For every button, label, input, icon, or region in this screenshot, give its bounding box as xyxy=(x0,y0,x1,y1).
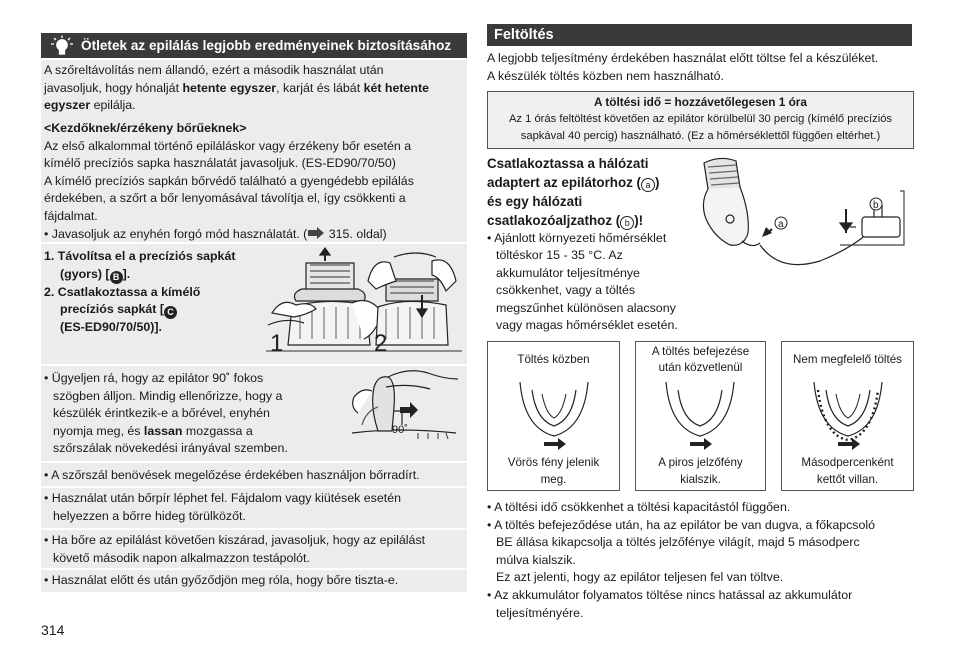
tips-section-header xyxy=(41,33,467,58)
light-on-icon xyxy=(516,380,592,450)
text-line: • Ha bőre az epilálást követően kiszárad, javasoljuk, hogy az epilálást xyxy=(44,533,426,547)
text-run: mozgassa a xyxy=(182,423,253,438)
text-line: érdekében, a szőrt a bőr lenyomásával távolítja el, így csökkenti a xyxy=(44,191,406,206)
note-bullet: • A töltés befejeződése után, ha az epilátor be van dugva, a főkapcsoló xyxy=(487,517,876,532)
text-line xyxy=(44,423,344,441)
divider xyxy=(41,568,467,570)
step-1: 1. Távolítsa el a precíziós sapkát xyxy=(44,249,236,263)
plug-arrow xyxy=(762,227,772,237)
tips-title: Ötletek az epilálás legjobb eredményeinek biztosításához xyxy=(81,38,452,53)
text-line: akkumulátor teljesítménye xyxy=(496,265,640,280)
text-line: Az 1 órás feltöltést követően az epilátor körülbelül 30 percig (kímélő precíziós xyxy=(508,113,893,125)
note-bullet: • A töltési idő csökkenhet a töltési kapacitástól függően. xyxy=(487,500,791,514)
text-run: ) xyxy=(655,175,660,190)
angle-label: 90˚ xyxy=(392,424,408,436)
charging-title: Feltöltés xyxy=(494,27,554,43)
charging-illustration xyxy=(690,153,912,293)
text-line xyxy=(487,211,687,230)
text-line xyxy=(44,266,264,284)
temperature-note xyxy=(487,230,699,334)
panel-bottom-label: Vörös fény jelenik xyxy=(507,456,600,469)
panel-top-label: Nem megfelelő töltés xyxy=(793,353,902,366)
text-run: 315. oldal) xyxy=(325,226,387,241)
text-line: szögben álljon. Mindig ellenőrizze, hogy a xyxy=(53,388,283,403)
angle-illustration xyxy=(348,367,460,445)
text-line: (ES-ED90/70/50)]. xyxy=(60,320,162,334)
panel-bottom-label: kettőt villan. xyxy=(816,473,879,486)
page-number: 314 xyxy=(41,622,65,638)
emphasis: lassan xyxy=(143,423,183,438)
divider xyxy=(41,364,467,366)
charging-time-box xyxy=(487,91,914,149)
light-blinking-icon xyxy=(810,380,886,450)
panel-charging xyxy=(487,341,620,491)
panel-bottom-label: meg. xyxy=(540,473,567,486)
text-line: készülék érintkezik-e a bőrével, enyhén xyxy=(53,406,270,421)
text-line: A legjobb teljesítmény érdekében használat előtt töltse fel a készüléket. xyxy=(487,51,879,65)
text-line: A készülék töltés közben nem használható. xyxy=(487,68,724,83)
text-run: ]. xyxy=(122,266,131,281)
text-line xyxy=(44,226,462,244)
text-line: vagy magas hőmérséklet esetén. xyxy=(496,318,678,333)
text-run: epilálja. xyxy=(90,98,136,113)
text-line: kímélő precíziós sapka használatát javasoljuk. (ES-ED90/70/50) xyxy=(44,156,396,171)
divider xyxy=(41,486,467,488)
figure-number-2: 2 xyxy=(374,330,388,357)
marker-a: a xyxy=(778,219,784,230)
text-line: A kímélő precíziós sapkán bőrvédő található a gyengédebb epilálás xyxy=(44,173,414,188)
text-run: • Javasoljuk az enyhén forgó mód használatát. ( xyxy=(44,226,308,241)
light-off-icon xyxy=(662,380,738,450)
emphasis: egyszer xyxy=(44,98,91,113)
divider xyxy=(41,528,467,530)
arrow-right-icon xyxy=(307,227,325,239)
text-run: (gyors) [ xyxy=(60,266,110,281)
frequency-paragraph xyxy=(44,62,462,115)
text-line xyxy=(44,80,462,98)
marker-b: b xyxy=(873,200,879,211)
panel-bottom-label: kialszik. xyxy=(680,473,721,486)
part-b-badge: B xyxy=(110,271,123,284)
charging-time-title: A töltési idő = hozzávetőlegesen 1 óra xyxy=(594,95,807,109)
text-line: sapkával 40 percig) használható. (Ez a hőmérséklettől függően eltérhet.) xyxy=(520,130,881,142)
divider xyxy=(41,461,467,463)
text-line: helyezzen a bőrre hideg törülközőt. xyxy=(53,508,246,523)
text-line: Ez azt jelenti, hogy az epilátor teljesen fel van töltve. xyxy=(496,570,784,585)
panel-top-label: A töltés befejezése xyxy=(651,345,750,358)
text-run: , karját és lábát xyxy=(276,80,364,95)
text-line: követő második napon alkalmazzon testápolót. xyxy=(53,550,310,565)
tip-bullet xyxy=(44,490,462,525)
text-line: BE állása kikapcsolja a töltés jelzőfénye világít, majd 5 másodperc xyxy=(496,535,860,550)
text-line xyxy=(44,97,462,115)
charging-section-header xyxy=(487,24,912,46)
text-line: megszűnhet különösen alacsony xyxy=(496,300,676,315)
text-run: )! xyxy=(634,213,644,228)
lightbulb-icon xyxy=(50,35,74,56)
part-c-badge: C xyxy=(164,306,177,319)
connect-instruction xyxy=(487,154,687,230)
subheading: <Kezdőknek/érzékeny bőrűeknek> xyxy=(44,121,247,135)
angle-tip xyxy=(44,370,344,458)
text-line: • Használat után bőrpír léphet fel. Fájdalom vagy kiütések esetén xyxy=(44,491,401,505)
panel-improper-charging xyxy=(781,341,914,491)
text-line: • Ajánlott környezeti hőmérséklet xyxy=(487,231,667,245)
text-run: adaptert az epilátorhoz ( xyxy=(487,175,642,190)
label-a-badge: a xyxy=(641,178,655,192)
text-line: teljesítményére. xyxy=(496,605,584,620)
text-line: töltéskor 15 - 35 °C. Az xyxy=(496,248,623,263)
text-run: javasoljuk, hogy hónalját xyxy=(44,80,183,95)
direction-arrow xyxy=(400,402,418,418)
text-line: • Ügyeljen rá, hogy az epilátor 90˚ fokos xyxy=(44,371,264,385)
tip-bullet: • A szőrszál benövések megelőzése érdekében használjon bőrradírt. xyxy=(44,468,420,482)
emphasis: két hetente xyxy=(363,80,429,95)
panel-top-label: után közvetlenül xyxy=(658,361,743,374)
text-run: nyomja meg, és xyxy=(53,423,144,438)
step-2: 2. Csatlakoztassa a kímélő xyxy=(44,284,201,299)
text-line: fájdalmat. xyxy=(44,208,98,223)
figure-number-1: 1 xyxy=(270,330,284,357)
charging-notes xyxy=(487,499,917,622)
panel-top-label: Töltés közben xyxy=(517,353,590,366)
text-line: Csatlakoztassa a hálózati xyxy=(487,156,649,171)
text-line xyxy=(44,301,264,319)
cap-change-illustration xyxy=(266,243,462,361)
text-line: Az első alkalommal történő epiláláskor vagy érzékeny bőr esetén a xyxy=(44,138,412,153)
emphasis: hetente egyszer xyxy=(182,80,277,95)
sensitive-skin-section xyxy=(44,120,462,243)
charging-intro xyxy=(487,50,917,85)
text-line: csökkenhet, vagy a töltés xyxy=(496,283,636,298)
panel-bottom-label: Másodpercenként xyxy=(801,456,894,469)
note-bullet: • Az akkumulátor folyamatos töltése nincs hatással az akkumulátor xyxy=(487,587,853,602)
tip-bullet xyxy=(44,532,462,567)
panel-after-charging xyxy=(635,341,766,491)
text-line: és egy hálózati xyxy=(487,194,583,209)
cap-steps xyxy=(44,248,264,337)
text-line: múlva kialszik. xyxy=(496,552,576,567)
tip-bullet: • Használat előtt és után győződjön meg róla, hogy bőre tiszta-e. xyxy=(44,573,399,587)
label-b-badge: b xyxy=(620,216,634,230)
text-run: precíziós sapkát [ xyxy=(60,302,164,316)
panel-bottom-label: A piros jelzőfény xyxy=(658,456,743,469)
text-line: A szőreltávolítás nem állandó, ezért a második használat után xyxy=(44,63,384,77)
text-line: szőrszálak növekedési irányával szemben. xyxy=(53,441,288,456)
text-line xyxy=(487,173,687,192)
text-run: csatlakozóaljzathoz ( xyxy=(487,213,621,228)
